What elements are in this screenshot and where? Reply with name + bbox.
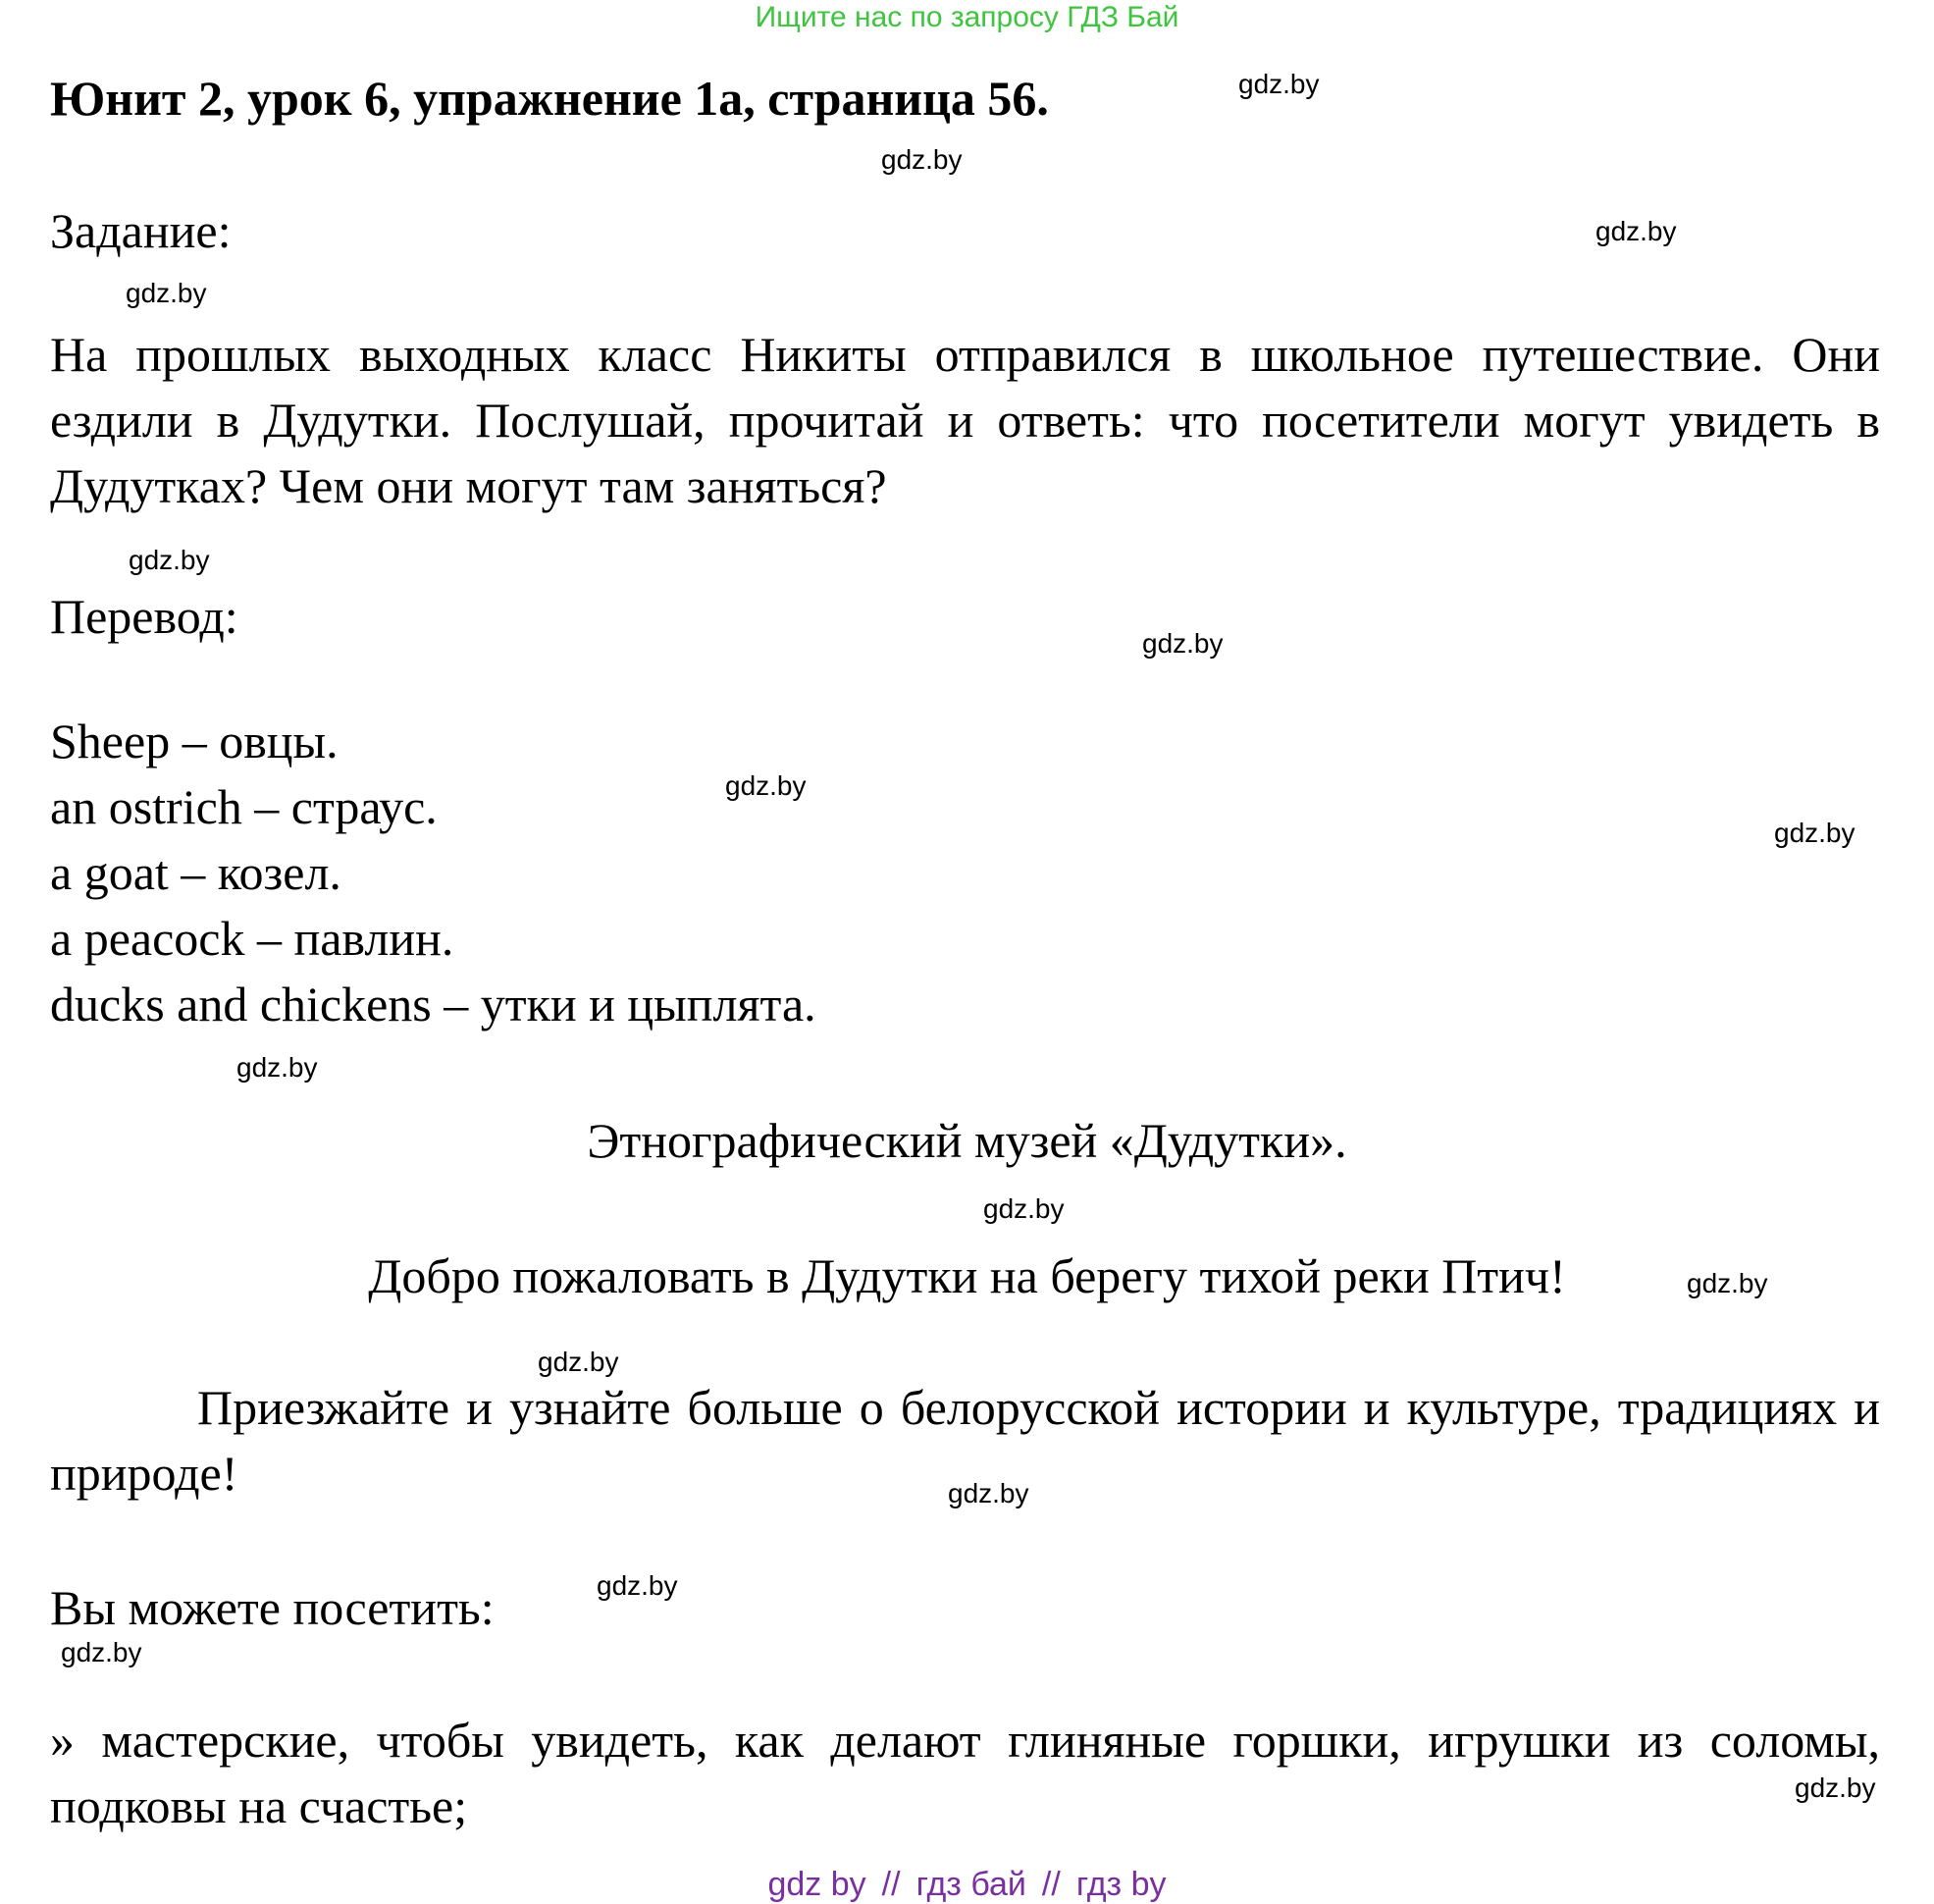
welcome-line: Добро пожаловать в Дудутки на берегу тихой реки Птич! [368,1248,1566,1303]
task-label: Задание: [50,203,232,258]
watermark: gdz.by [126,278,207,308]
vocabulary-item: ducks and chickens – утки и цыплята. [50,977,816,1031]
watermark: gdz.by [948,1478,1029,1508]
footer-separator: // [881,1866,901,1903]
museum-title: Этнографический музей «Дудутки». [587,1113,1347,1168]
watermark: gdz.by [1687,1268,1768,1298]
watermark: gdz.by [725,770,807,801]
watermark: gdz.by [129,545,210,575]
footer-separator: // [1041,1866,1061,1903]
watermark: gdz.by [1774,818,1856,848]
vocabulary-list [50,709,816,1037]
vocabulary-item: Sheep – овцы. [50,714,339,768]
footer-link-gdz-bai[interactable]: гдз бай [915,1866,1026,1903]
visit-item: » мастерские, чтобы увидеть, как делают глиняные горшки, игрушки из соломы, подковы на счастье; [50,1713,1880,1833]
vocabulary-item: an ostrich – страус. [50,779,438,834]
watermark: gdz.by [61,1637,142,1667]
watermark: gdz.by [1142,628,1224,659]
watermark: gdz.by [538,1347,619,1377]
footer-link-gdz-by[interactable]: gdz by [767,1866,866,1903]
invite-text: Приезжайте и узнайте больше о белорусской истории и культуре, традициях и природе! [50,1380,1880,1501]
watermark: gdz.by [1238,69,1320,99]
vocabulary-item: a peacock – павлин. [50,911,454,966]
watermark: gdz.by [983,1193,1065,1224]
watermark: gdz.by [1795,1772,1876,1803]
watermark: gdz.by [236,1052,318,1083]
visit-label: Вы можете посетить: [50,1580,495,1635]
task-text: На прошлых выходных класс Никиты отправился в школьное путешествие. Они ездили в Дудутки. Послушай, прочитай и ответь: что посетители могут увидеть в Дудутках? Чем они могут там заняться? [50,327,1880,513]
watermark: gdz.by [881,144,963,175]
footer [0,1865,1934,1904]
vocabulary-item: a goat – козел. [50,845,341,900]
watermark: gdz.by [597,1570,678,1601]
page-title: Юнит 2, урок 6, упражнение 1а, страница 56. [50,71,1049,126]
footer-link-gdz-by-alt[interactable]: гдз by [1075,1866,1167,1903]
top-banner: Ищите нас по запросу ГДЗ Бай [755,1,1179,33]
translation-label: Перевод: [50,589,238,644]
watermark: gdz.by [1595,216,1677,246]
